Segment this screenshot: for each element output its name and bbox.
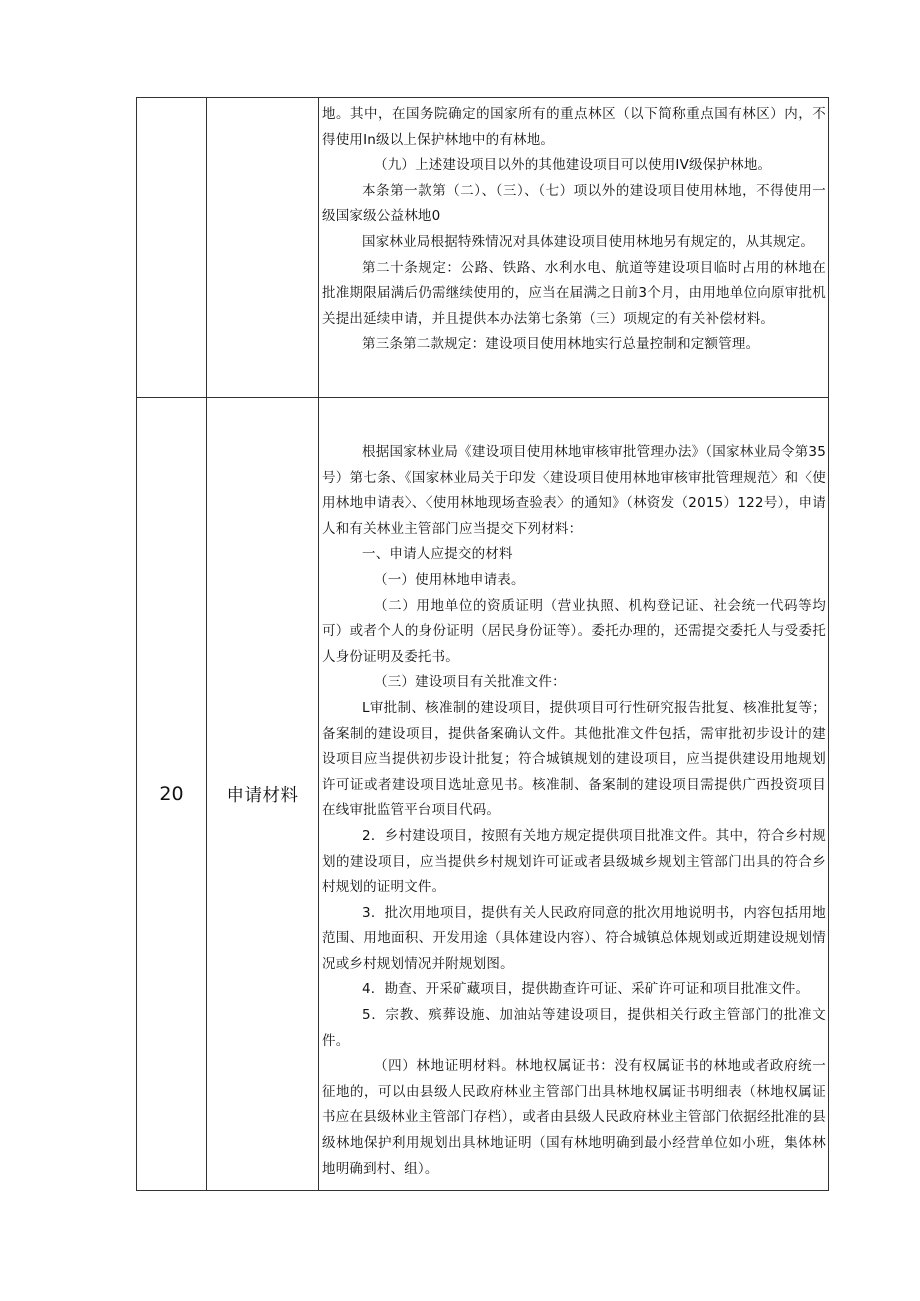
row-label-cell: 申请材料	[207, 398, 319, 1191]
paragraph: 3．批次用地项目，提供有关人民政府同意的批次用地说明书，内容包括用地范围、用地面积、开发用途（具体建设内容）、符合城镇总体规划或近期建设规划情况或乡村规划情况并附规划图。	[322, 904, 826, 972]
paragraph: 地。其中，在国务院确定的国家所有的重点林区（以下简称重点国有林区）内，不得使用In级以上保护林地中的有林地。	[322, 106, 826, 148]
row-label-cell	[207, 98, 319, 398]
paragraph: 国家林业局根据特殊情况对具体建设项目使用林地另有规定的，从其规定。	[362, 233, 815, 250]
paragraph: 4．勘查、开采矿藏项目，提供勘查许可证、采矿许可证和项目批准文件。	[362, 981, 810, 998]
paragraph: 5．宗教、殡葬设施、加油站等建设项目，提供相关行政主管部门的批准文件。	[322, 1007, 826, 1049]
paragraph: L审批制、核准制的建设项目，提供项目可行性研究报告批复、核准批复等；备案制的建设项目，提供备案确认文件。其他批准文件包括，需审批初步设计的建设项目应当提供初步设计批复；符合城镇规划的建设项目，应当提供建设用地规划许可证或者建设项目选址意见书。核准制、备案制的建设项目需提供广西投资项目在线审批监管平台项目代码。	[322, 699, 826, 819]
paragraph: （二）用地单位的资质证明（营业执照、机构登记证、社会统一代码等均可）或者个人的身份证明（居民身份证等）。委托办理的，还需提交委托人与受委托人身份证明及委托书。	[322, 597, 826, 665]
paragraph: （四）林地证明材料。林地权属证书：没有权属证书的林地或者政府统一征地的，可以由县级人民政府林业主管部门出具林地权属证书明细表（林地权属证书应在县级林业主管部门存档），或者由县级人民政府林业主管部门依据经批准的县级林地保护利用规划出具林地证明（国有林地明确到最小经营单位如小班，集体林地明确到村、组）。	[322, 1058, 826, 1177]
paragraph: 一、申请人应提交的材料	[362, 546, 513, 563]
paragraph: （九）上述建设项目以外的其他建设项目可以使用IV级保护林地。	[374, 157, 772, 174]
row-content-cell	[319, 98, 829, 398]
table-row	[137, 98, 829, 398]
row-number-cell	[137, 98, 207, 398]
paragraph: 第二十条规定：公路、铁路、水利水电、航道等建设项目临时占用的林地在批准期限届满后仍需继续使用的，应当在届满之日前3个月，由用地单位向原审批机关提出延续申请，并且提供本办法第七条第（三）项规定的有关补偿材料。	[322, 259, 826, 327]
materials-table	[136, 97, 829, 1191]
paragraph: （三）建设项目有关批准文件：	[374, 674, 566, 691]
paragraph: 本条第一款第（二）、（三）、（七）项以外的建设项目使用林地，不得使用一级国家级公益林地0	[322, 182, 826, 225]
table-row	[137, 398, 829, 1191]
row-number-cell: 20	[137, 398, 207, 1191]
paragraph: （一）使用林地申请表。	[374, 571, 525, 588]
paragraph: 第三条第二款规定：建设项目使用林地实行总量控制和定额管理。	[362, 336, 760, 353]
row-content-cell	[319, 398, 829, 1191]
paragraph: 2．乡村建设项目，按照有关地方规定提供项目批准文件。其中，符合乡村规划的建设项目，应当提供乡村规划许可证或者县级城乡规划主管部门出具的符合乡村规划的证明文件。	[322, 827, 826, 896]
paragraph: 根据国家林业局《建设项目使用林地审核审批管理办法》（国家林业局令第35号）第七条、《国家林业局关于印发〈建设项目使用林地审核审批管理规范〉和〈使用林地申请表〉、〈使用林地现场查验表〉的通知》（林资发（2015）122号），申请人和有关林业主管部门应当提交下列材料：	[322, 444, 826, 537]
